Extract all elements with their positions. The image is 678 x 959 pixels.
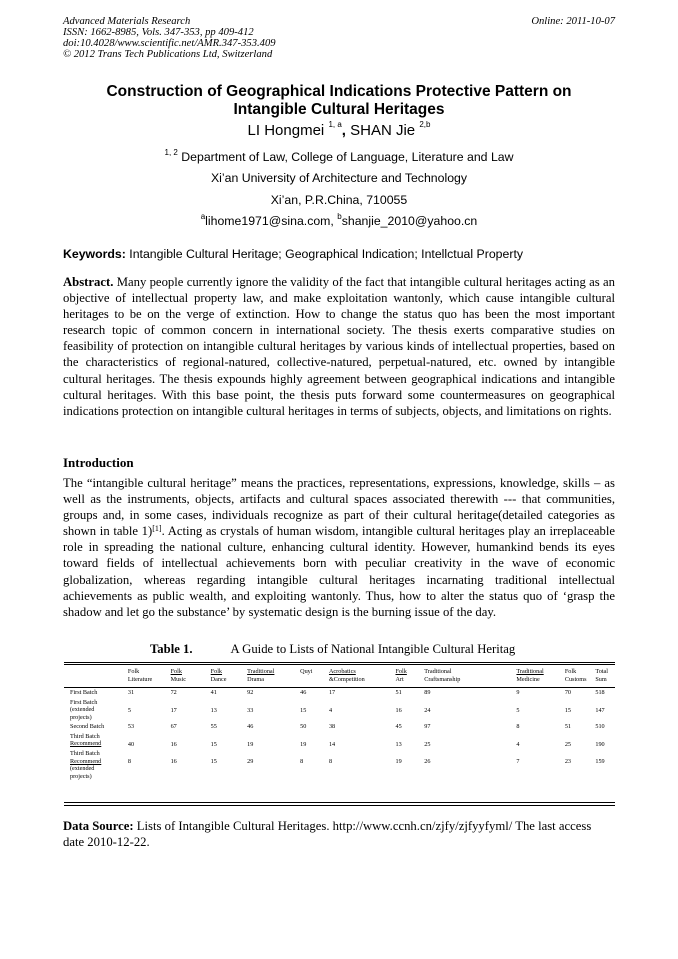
table-cell: 25 bbox=[564, 740, 571, 748]
table-cell: 15 bbox=[210, 740, 217, 748]
table-cell: 19 bbox=[395, 758, 402, 765]
table-row bbox=[64, 749, 615, 781]
table-bottom-rule bbox=[64, 802, 615, 803]
table-cell: 31 bbox=[127, 689, 135, 696]
table-bottom-rule-2 bbox=[64, 805, 615, 806]
table-cell: 67 bbox=[170, 723, 177, 730]
column-header: Folk Dance bbox=[209, 664, 245, 688]
table-cell: 9 bbox=[516, 689, 520, 696]
journal-header bbox=[63, 16, 276, 60]
table-caption bbox=[150, 642, 515, 657]
affiliation-sup: 1, 2 bbox=[164, 148, 178, 157]
table-row bbox=[64, 722, 615, 732]
table-cell: 190 bbox=[595, 740, 605, 748]
table-cell: 8 bbox=[300, 758, 304, 765]
table-cell: 46 bbox=[247, 723, 254, 730]
author-1: LI Hongmei bbox=[247, 122, 325, 139]
table-cell: 8 bbox=[328, 758, 333, 765]
data-source-label: Data Source: bbox=[63, 819, 134, 833]
table-cell: 72 bbox=[170, 689, 177, 696]
column-header bbox=[64, 664, 126, 688]
column-header: Traditional Medicine bbox=[514, 664, 562, 688]
column-header: Folk Literature bbox=[126, 664, 169, 688]
table-cell: 19 bbox=[300, 740, 307, 748]
data-source-text: Lists of Intangible Cultural Heritages. http://www.ccnh.cn/zjfy/zjfyyfyml/ The last access date 2010-12-22. bbox=[63, 819, 592, 850]
table-cell: 510 bbox=[595, 723, 605, 730]
table-cell: 13 bbox=[210, 706, 217, 714]
table-body bbox=[64, 688, 615, 782]
table-cell: 4 bbox=[328, 706, 333, 714]
online-date: Online: 2011-10-07 bbox=[531, 16, 615, 27]
data-source bbox=[63, 818, 615, 850]
table-header-row bbox=[64, 664, 615, 688]
table-cell: 55 bbox=[210, 723, 217, 730]
paper-title bbox=[63, 83, 615, 119]
affiliation-line-3: Xi’an, P.R.China, 710055 bbox=[270, 193, 408, 207]
affiliation-line-1: $^{1, 2}$ Department of Law, College of Language, Literature and Law bbox=[164, 148, 514, 164]
table-cell: 159 bbox=[595, 758, 605, 765]
introduction-paragraph: The “intangible cultural heritage” means the practices, representations, expressions, knowledge, skills – as well as the instruments, objects, artifacts and cultural spaces associated therewith --- that communities, groups and, in some cases, individuals recognize as part of their cultural heritage(detailed categories as shown in table 1)[1]. Acting as crystals of human wisdom, intangible cultural heritages play an irreplaceable role in spreading the national culture, enhancing cultural identity. However, humankind bends its eyes toward fields of intellectual achievements born with peculiar creativity in the wave of economic globalization, whereas regarding intangible cultural heritages incarnating traditional intellectual achievements as public wealth, and exploiting wantonly. Thus, how to alter the status quo of ‘grasp the shadow and let go the substance’ by systematic design is the burning issue of the day. bbox=[63, 476, 615, 619]
table-cell: 29 bbox=[247, 758, 254, 765]
keywords-label: Keywords: bbox=[63, 247, 126, 261]
table-caption-text: A Guide to Lists of National Intangible Cultural Heritag bbox=[230, 642, 516, 656]
title-line-1: Construction of Geographical Indications Protective Pattern on bbox=[106, 83, 572, 100]
table-cell: 15 bbox=[564, 706, 571, 714]
table-cell: 89 bbox=[424, 689, 431, 696]
table-label: Table 1. bbox=[150, 642, 193, 656]
abstract-text: Many people currently ignore the validity of the fact that intangible cultural heritages acting as an objective of intellectual property law, and make exploitation wantonly, which cause intangible cultural heritages to be on the verge of extinction. How to change the status quo has been the most important research topic of common concern in international society. The thesis exerts comparative studies on feasibility of protection on intangible cultural heritages by various kinds of intellectual properties, based on the characteristics of regional-natured, collective-natured, perpetual-natured, etc. owned by intangible cultural heritages. The thesis expounds highly agreement between geographical indications and intangible cultural heritages. With this base point, the thesis puts forward some countermeasures on geographical indications protection on intangible cultural heritages in terms of subjects, objects, and limitations on rights. bbox=[63, 275, 615, 418]
column-header: Traditional Drama bbox=[245, 664, 298, 688]
author-1-sup: 1, a bbox=[328, 120, 342, 129]
author-2: SHAN Jie bbox=[350, 122, 416, 139]
table-cell: 19 bbox=[247, 740, 254, 748]
column-header: Folk Music bbox=[169, 664, 209, 688]
row-label: First Batch (extended projects) bbox=[70, 698, 98, 721]
table-row bbox=[64, 698, 615, 723]
table-cell: 51 bbox=[395, 689, 402, 696]
table-cell: 16 bbox=[395, 706, 402, 714]
title-line-2: Intangible Cultural Heritages bbox=[233, 101, 445, 118]
reference-1: [1] bbox=[152, 524, 162, 534]
table-cell: 53 bbox=[127, 723, 135, 730]
table-cell: 16 bbox=[170, 740, 177, 748]
table-cell: 14 bbox=[328, 740, 336, 748]
table-cell: 24 bbox=[424, 706, 431, 714]
column-header: Folk Art bbox=[393, 664, 422, 688]
column-header: Traditional Craftsmanship bbox=[422, 664, 514, 688]
column-header: Total Sum bbox=[593, 664, 615, 688]
table-row bbox=[64, 732, 615, 750]
affiliation-line-2: Xi’an University of Architecture and Technology bbox=[210, 171, 468, 185]
author-2-sup: 2,b bbox=[419, 120, 431, 129]
table-cell: 70 bbox=[564, 689, 571, 696]
table-cell: 17 bbox=[328, 689, 336, 696]
table-cell: 13 bbox=[395, 740, 402, 748]
doi-line: doi:10.4028/www.scientific.net/AMR.347-353.409 bbox=[63, 38, 276, 49]
table-cell: 97 bbox=[424, 723, 431, 730]
table-cell: 4 bbox=[516, 740, 520, 748]
table-row bbox=[64, 688, 615, 698]
table-cell: 41 bbox=[210, 689, 217, 696]
table-cell: 33 bbox=[247, 706, 254, 714]
table-cell: 23 bbox=[564, 758, 571, 765]
table-cell: 38 bbox=[328, 723, 336, 730]
table-cell: 45 bbox=[395, 723, 402, 730]
introduction-heading: Introduction bbox=[63, 455, 134, 470]
table-cell: 92 bbox=[247, 689, 254, 696]
author-line bbox=[63, 122, 615, 139]
table-cell: 5 bbox=[516, 706, 520, 714]
table-cell: 8 bbox=[516, 723, 520, 730]
email-line: $^a$lihome1971@sina.com, $^b$shanjie_2010@yahoo.cn bbox=[200, 212, 478, 228]
column-header: Folk Customs bbox=[563, 664, 594, 688]
email-a: lihome1971@sina.com, bbox=[205, 214, 338, 228]
abstract-label: Abstract. bbox=[63, 275, 114, 289]
row-label: First Batch bbox=[70, 689, 98, 696]
intangible-heritage-table bbox=[64, 664, 615, 781]
table-cell: 17 bbox=[170, 706, 177, 714]
row-label: Third Batch Recommend (extended projects) bbox=[70, 750, 102, 780]
table-cell: 40 bbox=[127, 740, 135, 748]
table-cell: 26 bbox=[424, 758, 431, 765]
table-cell: 147 bbox=[595, 706, 605, 714]
table-cell: 7 bbox=[516, 758, 520, 765]
copyright-line: © 2012 Trans Tech Publications Ltd, Switzerland bbox=[63, 49, 273, 60]
issn-line: ISSN: 1662-8985, Vols. 347-353, pp 409-412 bbox=[63, 27, 254, 38]
table-cell: 51 bbox=[564, 723, 571, 730]
abstract bbox=[63, 274, 615, 419]
table-cell: 15 bbox=[300, 706, 307, 714]
email-b: shanjie_2010@yahoo.cn bbox=[341, 214, 478, 228]
table-cell: 16 bbox=[170, 758, 177, 765]
row-label: Third Batch Recommend bbox=[70, 732, 102, 747]
table-cell: 5 bbox=[127, 706, 131, 714]
keywords-text: Intangible Cultural Heritage; Geographical Indication; Intellctual Property bbox=[125, 247, 524, 261]
table-top-rule bbox=[64, 662, 615, 663]
author-separator: , bbox=[341, 122, 351, 139]
table-cell: 8 bbox=[127, 758, 131, 765]
table-cell: 15 bbox=[210, 758, 217, 765]
row-label: Second Batch bbox=[70, 723, 105, 730]
table-cell: 46 bbox=[300, 689, 307, 696]
journal-name: Advanced Materials Research bbox=[63, 16, 191, 27]
table-cell: 25 bbox=[424, 740, 431, 748]
table-cell: 518 bbox=[595, 689, 605, 696]
table-cell: 50 bbox=[300, 723, 307, 730]
column-header: Acrobatics &Competition bbox=[327, 664, 394, 688]
column-header: Quyi bbox=[298, 664, 327, 688]
keywords bbox=[63, 247, 615, 261]
